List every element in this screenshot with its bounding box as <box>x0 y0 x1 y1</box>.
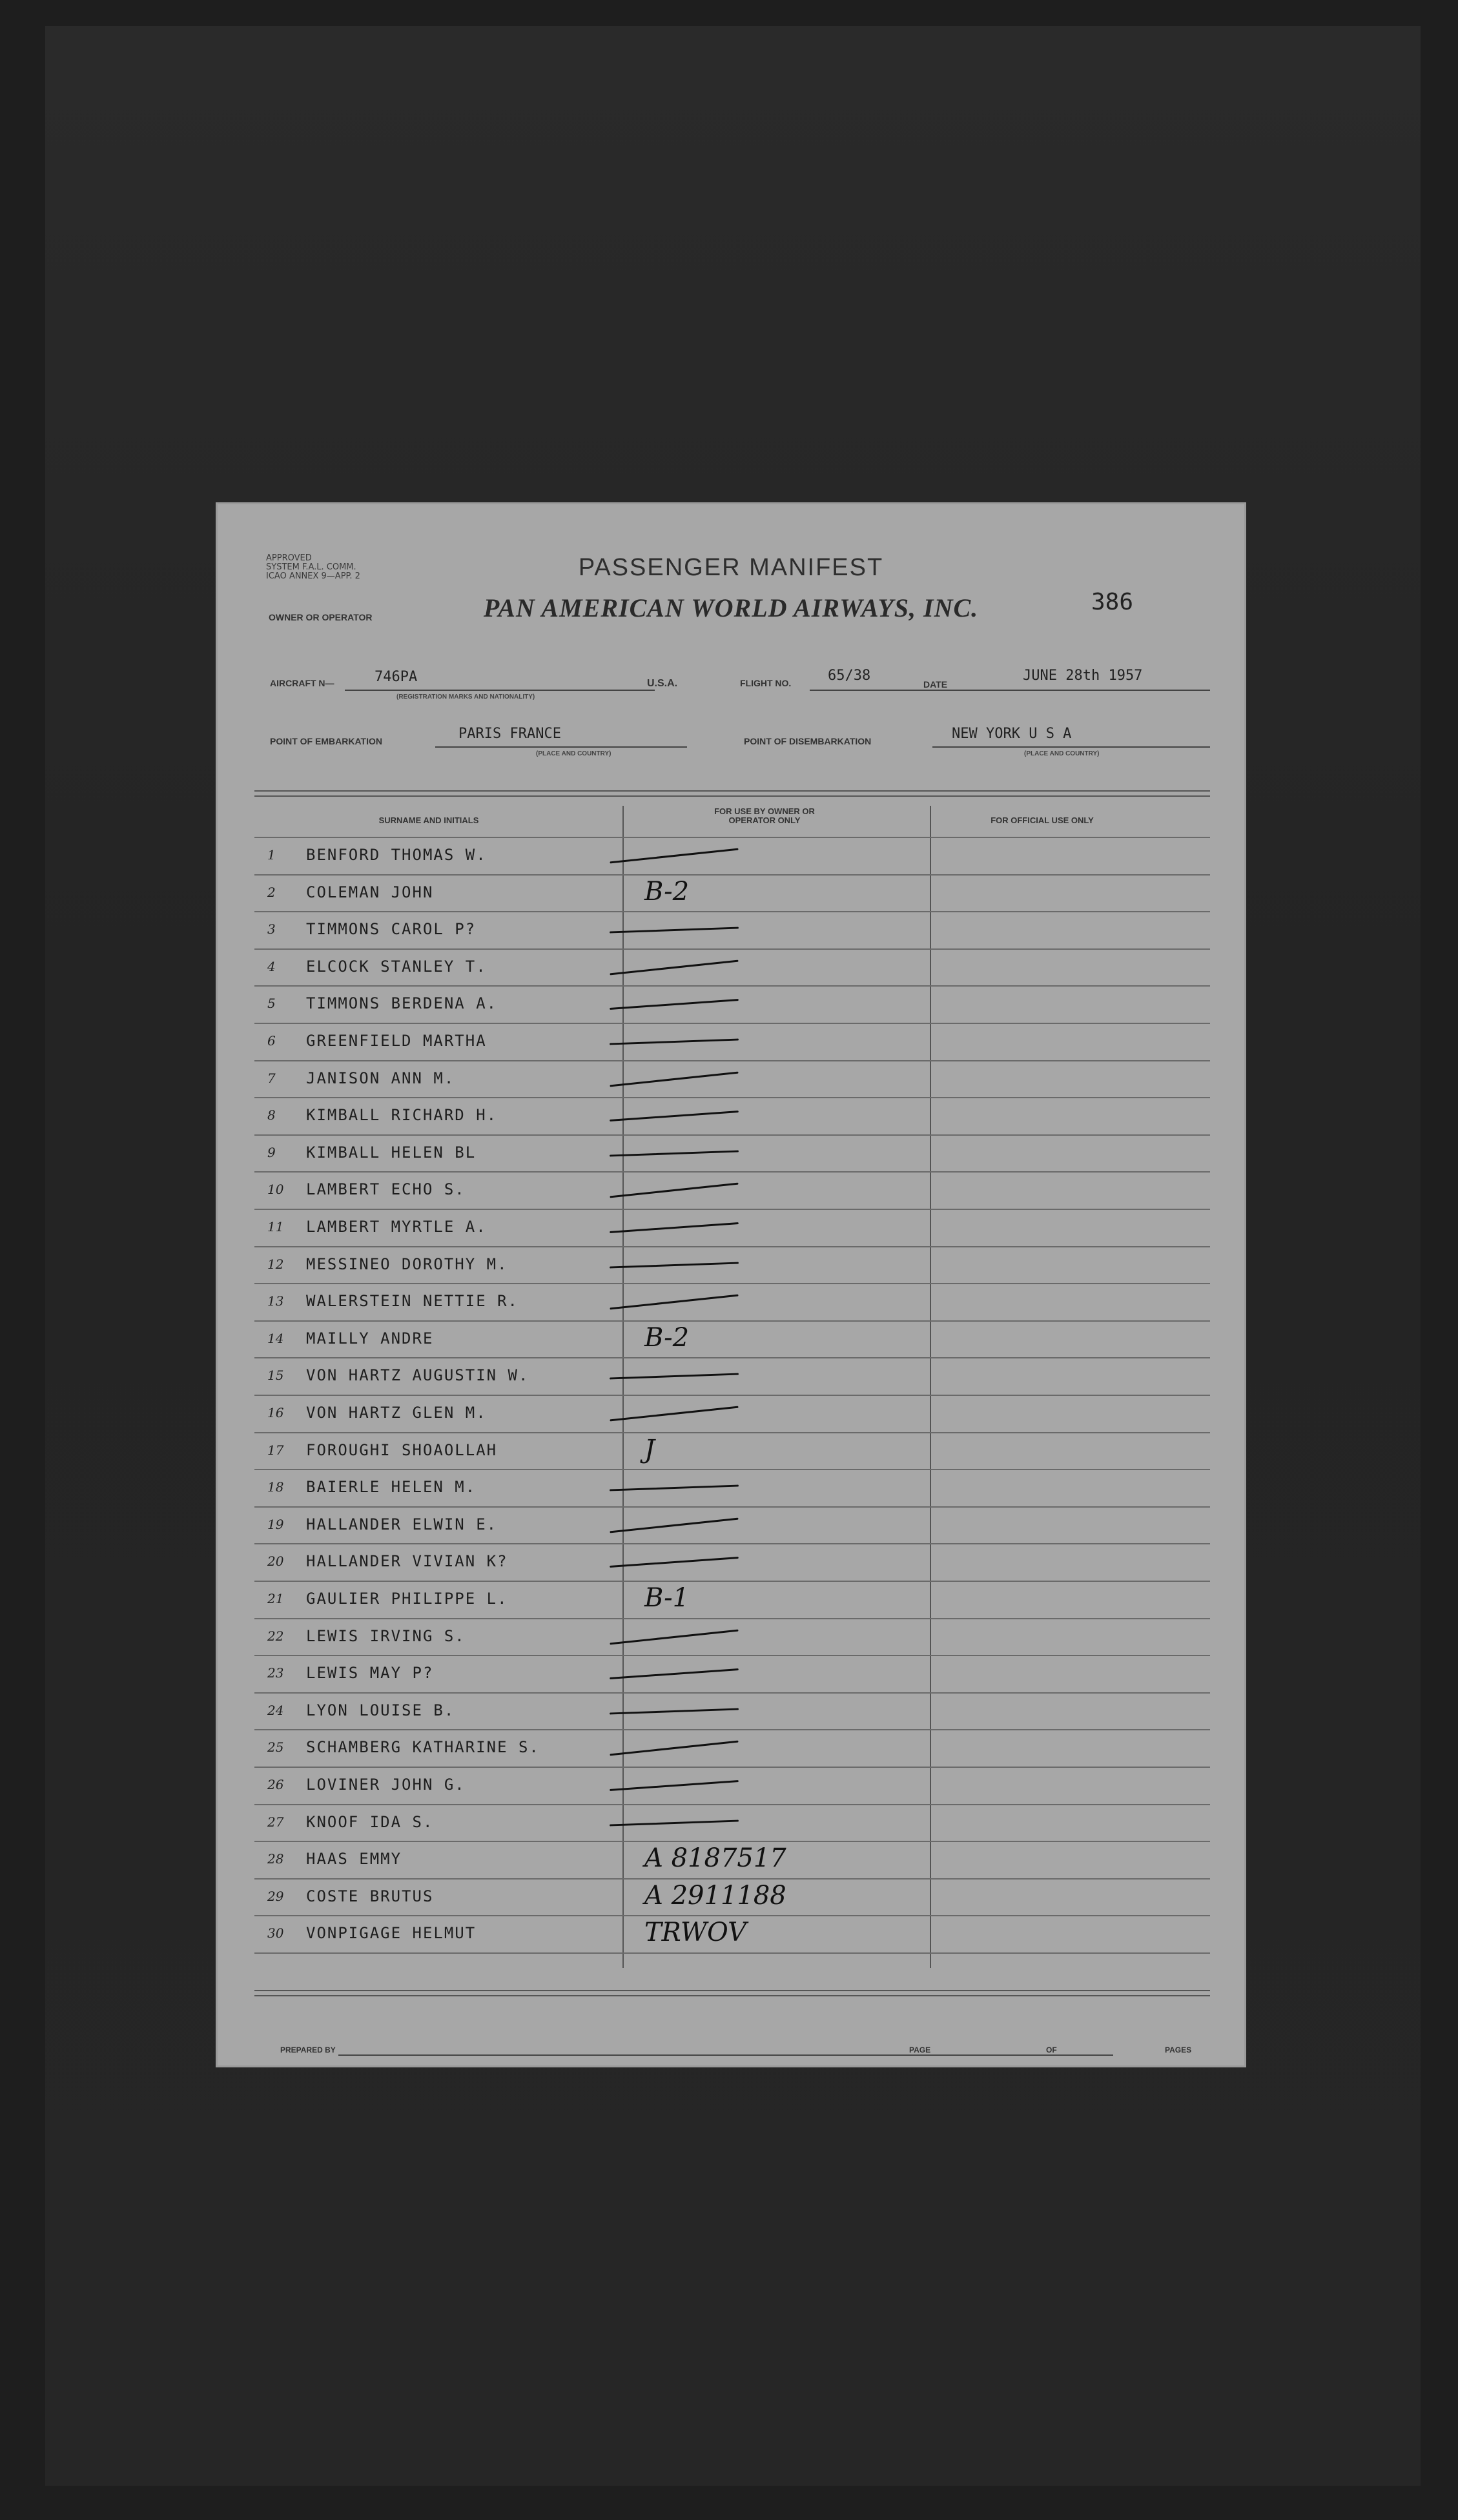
handwritten-annotation: B-2 <box>644 1322 690 1353</box>
row-number: 26 <box>267 1777 284 1792</box>
passenger-row <box>254 1619 1210 1657</box>
col-official-header: FOR OFFICIAL USE ONLY <box>991 815 1094 825</box>
passenger-row <box>254 1470 1210 1508</box>
row-number: 29 <box>267 1888 284 1904</box>
passenger-name: VONPIGAGE HELMUT <box>306 1924 477 1943</box>
passenger-name: KIMBALL RICHARD H. <box>306 1106 498 1125</box>
check-stroke-mark <box>610 1485 739 1491</box>
aircraft-value: 746PA <box>375 669 418 685</box>
embark-hint: (PLACE AND COUNTRY) <box>536 750 611 757</box>
passenger-row <box>254 1061 1210 1099</box>
passenger-name: LAMBERT MYRTLE A. <box>306 1218 487 1236</box>
date-value: JUNE 28th 1957 <box>1023 668 1143 684</box>
aircraft-line <box>345 690 655 691</box>
disembark-hint: (PLACE AND COUNTRY) <box>1024 750 1100 757</box>
passenger-row <box>254 1656 1210 1694</box>
passenger-row <box>254 1508 1210 1545</box>
check-stroke-mark <box>610 927 739 934</box>
row-number: 22 <box>267 1628 284 1644</box>
passenger-name: BAIERLE HELEN M. <box>306 1478 477 1497</box>
check-stroke-mark <box>610 1111 739 1122</box>
row-number: 7 <box>267 1070 276 1086</box>
row-number: 18 <box>267 1479 284 1495</box>
check-stroke-mark <box>610 1183 738 1198</box>
of-label: OF <box>1046 2045 1057 2054</box>
passenger-row <box>254 1768 1210 1805</box>
passenger-row <box>254 912 1210 950</box>
check-stroke-mark <box>610 959 738 975</box>
row-number: 23 <box>267 1665 284 1681</box>
passenger-row <box>254 876 1210 913</box>
disembark-line <box>932 746 1210 748</box>
embark-value: PARIS FRANCE <box>458 726 561 742</box>
passenger-name: JANISON ANN M. <box>306 1069 455 1087</box>
disembark-value: NEW YORK U S A <box>952 726 1072 742</box>
row-number: 2 <box>267 884 276 900</box>
prepared-by-line <box>338 2054 1113 2056</box>
passenger-row <box>254 838 1210 876</box>
check-stroke-mark <box>610 1629 738 1644</box>
row-number: 17 <box>267 1442 284 1458</box>
row-number: 20 <box>267 1553 284 1570</box>
stamp-line: APPROVED <box>266 553 312 563</box>
passenger-row <box>254 1247 1210 1285</box>
check-stroke-mark <box>610 1741 738 1756</box>
row-number: 25 <box>267 1739 284 1756</box>
check-stroke-mark <box>610 1557 739 1568</box>
check-stroke-mark <box>610 1150 739 1156</box>
row-number: 24 <box>267 1702 284 1718</box>
passenger-row <box>254 950 1210 987</box>
passenger-name: ELCOCK STANLEY T. <box>306 957 487 976</box>
check-stroke-mark <box>610 1780 739 1791</box>
passenger-name: COLEMAN JOHN <box>306 883 434 901</box>
passenger-row <box>254 1322 1210 1359</box>
airline-name: PAN AMERICAN WORLD AIRWAYS, INC. <box>483 593 979 622</box>
header-rule <box>254 790 1210 797</box>
passenger-name: KIMBALL HELEN BL <box>306 1143 477 1162</box>
row-number: 28 <box>267 1851 284 1867</box>
col-name-header: SURNAME AND INITIALS <box>378 815 479 825</box>
passenger-name: MAILLY ANDRE <box>306 1329 434 1347</box>
passenger-row <box>254 1694 1210 1731</box>
row-number: 3 <box>267 921 276 937</box>
footer-rule <box>254 1990 1210 1996</box>
passenger-name: COSTE BRUTUS <box>306 1887 434 1905</box>
passenger-row <box>254 1024 1210 1061</box>
passenger-name: HAAS EMMY <box>306 1850 402 1869</box>
row-number: 15 <box>267 1368 284 1384</box>
passenger-name: LOVINER JOHN G. <box>306 1776 466 1794</box>
passenger-name: BENFORD THOMAS W. <box>306 846 487 864</box>
passenger-name: LYON LOUISE B. <box>306 1701 455 1719</box>
passenger-name: HALLANDER VIVIAN K? <box>306 1552 508 1571</box>
row-number: 13 <box>267 1293 284 1309</box>
check-stroke-mark <box>610 1222 739 1233</box>
flight-line <box>810 690 965 691</box>
row-rule <box>254 1952 1210 1954</box>
handwritten-annotation: A 8187517 <box>644 1843 786 1874</box>
passenger-name: HALLANDER ELWIN E. <box>306 1515 498 1533</box>
embark-label: POINT OF EMBARKATION <box>270 736 382 746</box>
passenger-row <box>254 1842 1210 1880</box>
check-stroke-mark <box>610 1039 739 1045</box>
page-label: PAGE <box>909 2045 931 2054</box>
check-stroke-mark <box>610 1373 739 1380</box>
row-number: 21 <box>267 1591 284 1606</box>
owner-label: OWNER OR OPERATOR <box>269 612 373 622</box>
check-stroke-mark <box>610 1406 738 1422</box>
date-label: DATE <box>923 679 948 690</box>
passenger-row <box>254 1098 1210 1136</box>
page-number: 386 <box>1091 589 1134 615</box>
manifest-document <box>216 502 1246 2067</box>
passenger-row <box>254 1880 1210 1917</box>
passenger-name: VON HARTZ AUGUSTIN W. <box>306 1366 529 1385</box>
passenger-row <box>254 1358 1210 1396</box>
check-stroke-mark <box>610 1819 739 1826</box>
stamp-line: ICAO ANNEX 9—APP. 2 <box>266 571 360 581</box>
row-number: 10 <box>267 1182 284 1198</box>
row-number: 1 <box>267 847 276 863</box>
stamp-line: SYSTEM F.A.L. COMM. <box>266 562 356 572</box>
handwritten-annotation: B-2 <box>644 876 690 907</box>
passenger-name: WALERSTEIN NETTIE R. <box>306 1292 519 1311</box>
check-stroke-mark <box>610 1071 738 1087</box>
aircraft-label: AIRCRAFT N— <box>270 678 334 688</box>
passenger-name: VON HARTZ GLEN M. <box>306 1404 487 1422</box>
passenger-name: KNOOF IDA S. <box>306 1812 434 1831</box>
passenger-name: LEWIS MAY P? <box>306 1664 434 1683</box>
passenger-row <box>254 1544 1210 1582</box>
passenger-row <box>254 1210 1210 1247</box>
row-number: 4 <box>267 958 276 974</box>
passenger-row <box>254 1433 1210 1471</box>
passenger-row <box>254 1916 1210 1954</box>
passenger-name: LEWIS IRVING S. <box>306 1626 466 1645</box>
passenger-row <box>254 1136 1210 1173</box>
check-stroke-mark <box>610 1295 738 1310</box>
prepared-by-label: PREPARED BY <box>280 2045 336 2054</box>
passenger-name: GAULIER PHILIPPE L. <box>306 1590 508 1608</box>
passenger-name: SCHAMBERG KATHARINE S. <box>306 1738 540 1757</box>
check-stroke-mark <box>610 1262 739 1268</box>
date-line <box>958 690 1210 691</box>
disembark-label: POINT OF DISEMBARKATION <box>744 736 872 746</box>
embark-line <box>435 746 687 748</box>
row-number: 11 <box>267 1219 284 1234</box>
handwritten-annotation: B-1 <box>644 1583 690 1613</box>
handwritten-annotation: J <box>644 1434 655 1464</box>
handwritten-annotation: A 2911188 <box>644 1880 786 1910</box>
passenger-row <box>254 987 1210 1024</box>
pages-label: PAGES <box>1165 2045 1192 2054</box>
check-stroke-mark <box>610 1517 738 1533</box>
passenger-name: FOROUGHI SHOAOLLAH <box>306 1440 498 1459</box>
row-number: 8 <box>267 1107 276 1123</box>
flight-value: 65/38 <box>828 668 871 684</box>
row-number: 30 <box>267 1925 284 1941</box>
row-number: 19 <box>267 1516 284 1532</box>
passenger-row <box>254 1582 1210 1619</box>
passenger-row <box>254 1805 1210 1843</box>
row-number: 9 <box>267 1144 276 1160</box>
check-stroke-mark <box>610 1708 739 1714</box>
passenger-name: TIMMONS BERDENA A. <box>306 994 498 1013</box>
row-number: 12 <box>267 1256 284 1272</box>
nationality-value: U.S.A. <box>647 678 678 689</box>
row-number: 16 <box>267 1405 284 1420</box>
passenger-row <box>254 1173 1210 1210</box>
aircraft-hint: (REGISTRATION MARKS AND NATIONALITY) <box>396 693 535 701</box>
passenger-name: GREENFIELD MARTHA <box>306 1032 487 1050</box>
check-stroke-mark <box>610 999 739 1010</box>
passenger-row <box>254 1284 1210 1322</box>
row-number: 6 <box>267 1033 276 1049</box>
check-stroke-mark <box>610 1668 739 1679</box>
row-number: 5 <box>267 996 276 1012</box>
passenger-row <box>254 1730 1210 1768</box>
row-number: 14 <box>267 1330 284 1346</box>
row-number: 27 <box>267 1814 284 1830</box>
passenger-name: MESSINEO DOROTHY M. <box>306 1255 508 1273</box>
passenger-row <box>254 1396 1210 1433</box>
document-title: PASSENGER MANIFEST <box>578 554 884 581</box>
check-stroke-mark <box>610 848 738 864</box>
passenger-name: LAMBERT ECHO S. <box>306 1180 466 1199</box>
handwritten-annotation: TRWOV <box>644 1918 747 1948</box>
flight-label: FLIGHT NO. <box>740 678 792 688</box>
col-owner-header: FOR USE BY OWNER OR OPERATOR ONLY <box>714 806 815 825</box>
passenger-name: TIMMONS CAROL P? <box>306 920 477 939</box>
